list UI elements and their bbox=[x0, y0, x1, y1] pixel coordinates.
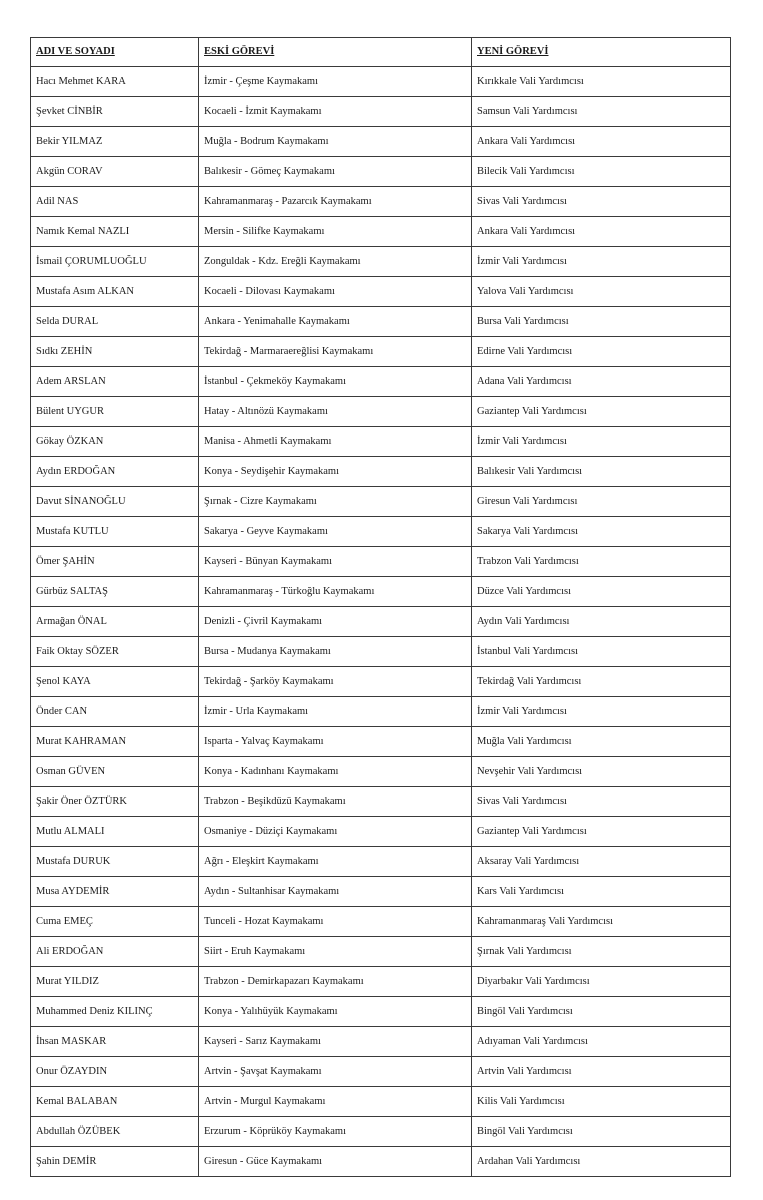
cell-name: Namık Kemal NAZLI bbox=[31, 217, 199, 247]
table-row bbox=[31, 727, 731, 757]
appointments-table bbox=[30, 37, 731, 1177]
table-row bbox=[31, 667, 731, 697]
cell-old-role: Hatay - Altınözü Kaymakamı bbox=[199, 397, 472, 427]
cell-new-role: Balıkesir Vali Yardımcısı bbox=[472, 457, 731, 487]
table-row bbox=[31, 457, 731, 487]
cell-new-role: Bilecik Vali Yardımcısı bbox=[472, 157, 731, 187]
cell-old-role: Giresun - Güce Kaymakamı bbox=[199, 1147, 472, 1177]
cell-old-role: Kayseri - Bünyan Kaymakamı bbox=[199, 547, 472, 577]
header-name: ADI VE SOYADI bbox=[31, 38, 199, 67]
cell-new-role: Artvin Vali Yardımcısı bbox=[472, 1057, 731, 1087]
cell-new-role: İzmir Vali Yardımcısı bbox=[472, 697, 731, 727]
table-row bbox=[31, 187, 731, 217]
cell-old-role: Manisa - Ahmetli Kaymakamı bbox=[199, 427, 472, 457]
cell-name: Akgün CORAV bbox=[31, 157, 199, 187]
cell-new-role: Aydın Vali Yardımcısı bbox=[472, 607, 731, 637]
cell-name: Cuma EMEÇ bbox=[31, 907, 199, 937]
cell-new-role: İzmir Vali Yardımcısı bbox=[472, 427, 731, 457]
cell-old-role: Artvin - Murgul Kaymakamı bbox=[199, 1087, 472, 1117]
cell-name: Sıdkı ZEHİN bbox=[31, 337, 199, 367]
cell-name: Adil NAS bbox=[31, 187, 199, 217]
cell-new-role: Ardahan Vali Yardımcısı bbox=[472, 1147, 731, 1177]
cell-name: Musa AYDEMİR bbox=[31, 877, 199, 907]
header-old-role: ESKİ GÖREVİ bbox=[199, 38, 472, 67]
cell-name: Armağan ÖNAL bbox=[31, 607, 199, 637]
header-row bbox=[31, 38, 731, 67]
cell-name: Bülent UYGUR bbox=[31, 397, 199, 427]
cell-new-role: Kahramanmaraş Vali Yardımcısı bbox=[472, 907, 731, 937]
cell-name: Adem ARSLAN bbox=[31, 367, 199, 397]
cell-old-role: Tekirdağ - Şarköy Kaymakamı bbox=[199, 667, 472, 697]
cell-old-role: Kahramanmaraş - Pazarcık Kaymakamı bbox=[199, 187, 472, 217]
table-row bbox=[31, 307, 731, 337]
table-row bbox=[31, 637, 731, 667]
cell-name: Osman GÜVEN bbox=[31, 757, 199, 787]
table-row bbox=[31, 547, 731, 577]
cell-name: Davut SİNANOĞLU bbox=[31, 487, 199, 517]
cell-old-role: İstanbul - Çekmeköy Kaymakamı bbox=[199, 367, 472, 397]
cell-old-role: Şırnak - Cizre Kaymakamı bbox=[199, 487, 472, 517]
table-row bbox=[31, 337, 731, 367]
table-row bbox=[31, 997, 731, 1027]
table-row bbox=[31, 787, 731, 817]
cell-name: Gökay ÖZKAN bbox=[31, 427, 199, 457]
table-row bbox=[31, 277, 731, 307]
table-body bbox=[31, 67, 731, 1177]
cell-old-role: İzmir - Çeşme Kaymakamı bbox=[199, 67, 472, 97]
cell-old-role: Osmaniye - Düziçi Kaymakamı bbox=[199, 817, 472, 847]
cell-new-role: Tekirdağ Vali Yardımcısı bbox=[472, 667, 731, 697]
cell-old-role: Kocaeli - İzmit Kaymakamı bbox=[199, 97, 472, 127]
cell-name: Mustafa Asım ALKAN bbox=[31, 277, 199, 307]
cell-old-role: Ağrı - Eleşkirt Kaymakamı bbox=[199, 847, 472, 877]
cell-old-role: Konya - Seydişehir Kaymakamı bbox=[199, 457, 472, 487]
table-row bbox=[31, 367, 731, 397]
table-row bbox=[31, 847, 731, 877]
table-row bbox=[31, 1117, 731, 1147]
cell-name: Şahin DEMİR bbox=[31, 1147, 199, 1177]
cell-new-role: Sivas Vali Yardımcısı bbox=[472, 787, 731, 817]
table-row bbox=[31, 67, 731, 97]
cell-name: Mustafa KUTLU bbox=[31, 517, 199, 547]
cell-name: Mutlu ALMALI bbox=[31, 817, 199, 847]
cell-old-role: Konya - Yalıhüyük Kaymakamı bbox=[199, 997, 472, 1027]
cell-new-role: Muğla Vali Yardımcısı bbox=[472, 727, 731, 757]
table-row bbox=[31, 1027, 731, 1057]
cell-old-role: Denizli - Çivril Kaymakamı bbox=[199, 607, 472, 637]
cell-new-role: Gaziantep Vali Yardımcısı bbox=[472, 817, 731, 847]
cell-new-role: Kırıkkale Vali Yardımcısı bbox=[472, 67, 731, 97]
cell-new-role: Ankara Vali Yardımcısı bbox=[472, 217, 731, 247]
cell-old-role: Trabzon - Demirkapazarı Kaymakamı bbox=[199, 967, 472, 997]
cell-name: Ali ERDOĞAN bbox=[31, 937, 199, 967]
header-new-role: YENİ GÖREVİ bbox=[472, 38, 731, 67]
cell-name: Kemal BALABAN bbox=[31, 1087, 199, 1117]
table-row bbox=[31, 877, 731, 907]
cell-old-role: Ankara - Yenimahalle Kaymakamı bbox=[199, 307, 472, 337]
cell-old-role: Balıkesir - Gömeç Kaymakamı bbox=[199, 157, 472, 187]
cell-name: Hacı Mehmet KARA bbox=[31, 67, 199, 97]
table-row bbox=[31, 907, 731, 937]
table-row bbox=[31, 247, 731, 277]
table-row bbox=[31, 487, 731, 517]
cell-name: Şakir Öner ÖZTÜRK bbox=[31, 787, 199, 817]
cell-name: Şevket CİNBİR bbox=[31, 97, 199, 127]
cell-new-role: Şırnak Vali Yardımcısı bbox=[472, 937, 731, 967]
cell-old-role: Tunceli - Hozat Kaymakamı bbox=[199, 907, 472, 937]
cell-old-role: Aydın - Sultanhisar Kaymakamı bbox=[199, 877, 472, 907]
table-row bbox=[31, 97, 731, 127]
table-row bbox=[31, 127, 731, 157]
cell-name: Onur ÖZAYDIN bbox=[31, 1057, 199, 1087]
cell-new-role: Samsun Vali Yardımcısı bbox=[472, 97, 731, 127]
table-row bbox=[31, 697, 731, 727]
cell-name: Faik Oktay SÖZER bbox=[31, 637, 199, 667]
cell-new-role: Kars Vali Yardımcısı bbox=[472, 877, 731, 907]
cell-old-role: Kocaeli - Dilovası Kaymakamı bbox=[199, 277, 472, 307]
cell-new-role: Adana Vali Yardımcısı bbox=[472, 367, 731, 397]
cell-new-role: İstanbul Vali Yardımcısı bbox=[472, 637, 731, 667]
table-row bbox=[31, 937, 731, 967]
cell-name: Murat KAHRAMAN bbox=[31, 727, 199, 757]
cell-name: İhsan MASKAR bbox=[31, 1027, 199, 1057]
cell-new-role: Edirne Vali Yardımcısı bbox=[472, 337, 731, 367]
table-row bbox=[31, 817, 731, 847]
table-row bbox=[31, 757, 731, 787]
cell-old-role: Siirt - Eruh Kaymakamı bbox=[199, 937, 472, 967]
cell-old-role: Mersin - Silifke Kaymakamı bbox=[199, 217, 472, 247]
cell-name: Şenol KAYA bbox=[31, 667, 199, 697]
table-row bbox=[31, 397, 731, 427]
cell-name: Önder CAN bbox=[31, 697, 199, 727]
cell-name: Selda DURAL bbox=[31, 307, 199, 337]
cell-new-role: Kilis Vali Yardımcısı bbox=[472, 1087, 731, 1117]
cell-new-role: Diyarbakır Vali Yardımcısı bbox=[472, 967, 731, 997]
cell-old-role: Sakarya - Geyve Kaymakamı bbox=[199, 517, 472, 547]
cell-old-role: Erzurum - Köprüköy Kaymakamı bbox=[199, 1117, 472, 1147]
cell-new-role: Trabzon Vali Yardımcısı bbox=[472, 547, 731, 577]
table-row bbox=[31, 577, 731, 607]
cell-new-role: İzmir Vali Yardımcısı bbox=[472, 247, 731, 277]
cell-old-role: Isparta - Yalvaç Kaymakamı bbox=[199, 727, 472, 757]
cell-old-role: Konya - Kadınhanı Kaymakamı bbox=[199, 757, 472, 787]
cell-new-role: Sivas Vali Yardımcısı bbox=[472, 187, 731, 217]
cell-old-role: Zonguldak - Kdz. Ereğli Kaymakamı bbox=[199, 247, 472, 277]
cell-name: İsmail ÇORUMLUOĞLU bbox=[31, 247, 199, 277]
cell-name: Ömer ŞAHİN bbox=[31, 547, 199, 577]
table-row bbox=[31, 967, 731, 997]
cell-old-role: Bursa - Mudanya Kaymakamı bbox=[199, 637, 472, 667]
cell-name: Bekir YILMAZ bbox=[31, 127, 199, 157]
table-row bbox=[31, 607, 731, 637]
cell-new-role: Bingöl Vali Yardımcısı bbox=[472, 997, 731, 1027]
table-row bbox=[31, 1087, 731, 1117]
cell-name: Gürbüz SALTAŞ bbox=[31, 577, 199, 607]
cell-new-role: Gaziantep Vali Yardımcısı bbox=[472, 397, 731, 427]
cell-old-role: Muğla - Bodrum Kaymakamı bbox=[199, 127, 472, 157]
table-row bbox=[31, 217, 731, 247]
cell-new-role: Sakarya Vali Yardımcısı bbox=[472, 517, 731, 547]
cell-new-role: Bursa Vali Yardımcısı bbox=[472, 307, 731, 337]
cell-old-role: Trabzon - Beşikdüzü Kaymakamı bbox=[199, 787, 472, 817]
cell-new-role: Adıyaman Vali Yardımcısı bbox=[472, 1027, 731, 1057]
cell-name: Abdullah ÖZÜBEK bbox=[31, 1117, 199, 1147]
cell-new-role: Nevşehir Vali Yardımcısı bbox=[472, 757, 731, 787]
table-row bbox=[31, 1147, 731, 1177]
cell-old-role: Tekirdağ - Marmaraereğlisi Kaymakamı bbox=[199, 337, 472, 367]
cell-old-role: Kahramanmaraş - Türkoğlu Kaymakamı bbox=[199, 577, 472, 607]
cell-new-role: Bingöl Vali Yardımcısı bbox=[472, 1117, 731, 1147]
cell-new-role: Giresun Vali Yardımcısı bbox=[472, 487, 731, 517]
cell-new-role: Düzce Vali Yardımcısı bbox=[472, 577, 731, 607]
cell-name: Murat YILDIZ bbox=[31, 967, 199, 997]
cell-new-role: Aksaray Vali Yardımcısı bbox=[472, 847, 731, 877]
cell-name: Muhammed Deniz KILINÇ bbox=[31, 997, 199, 1027]
cell-old-role: Kayseri - Sarız Kaymakamı bbox=[199, 1027, 472, 1057]
table-row bbox=[31, 427, 731, 457]
cell-new-role: Yalova Vali Yardımcısı bbox=[472, 277, 731, 307]
cell-name: Aydın ERDOĞAN bbox=[31, 457, 199, 487]
cell-old-role: İzmir - Urla Kaymakamı bbox=[199, 697, 472, 727]
table-row bbox=[31, 157, 731, 187]
cell-new-role: Ankara Vali Yardımcısı bbox=[472, 127, 731, 157]
table-row bbox=[31, 1057, 731, 1087]
cell-name: Mustafa DURUK bbox=[31, 847, 199, 877]
table-row bbox=[31, 517, 731, 547]
cell-old-role: Artvin - Şavşat Kaymakamı bbox=[199, 1057, 472, 1087]
